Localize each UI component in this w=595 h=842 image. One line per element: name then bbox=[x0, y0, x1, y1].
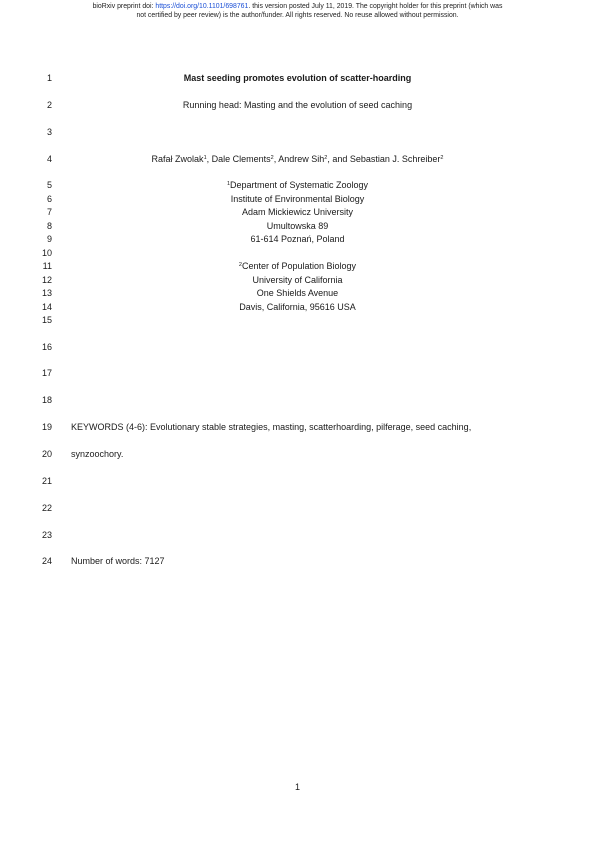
line-number: 24 bbox=[41, 556, 52, 566]
line-number: 12 bbox=[41, 275, 52, 285]
affiliation-marker: 2 bbox=[238, 262, 242, 268]
line-number: 21 bbox=[41, 476, 52, 486]
running-head: Running head: Masting and the evolution of seed caching bbox=[182, 100, 413, 110]
line-number: 1 bbox=[46, 73, 52, 83]
affiliation-marker: 1 bbox=[203, 155, 207, 161]
affiliation-2-line: One Shields Avenue bbox=[256, 288, 339, 298]
affiliation-marker: 2 bbox=[440, 155, 444, 161]
line-number: 14 bbox=[41, 302, 52, 312]
affiliation-1-line bbox=[0, 180, 595, 191]
line-number: 8 bbox=[46, 221, 52, 231]
affiliation-2-line bbox=[0, 261, 595, 272]
line-number: 11 bbox=[42, 261, 52, 271]
author-name: , Dale Clements bbox=[206, 154, 271, 164]
line-number: 23 bbox=[41, 530, 52, 540]
line-number: 17 bbox=[41, 368, 52, 378]
paper-title: Mast seeding promotes evolution of scatter-hoarding bbox=[183, 73, 412, 83]
notice-prefix: bioRxiv preprint doi: bbox=[92, 3, 156, 10]
preprint-notice-line-1 bbox=[0, 3, 595, 12]
doi-link[interactable]: https://doi.org/10.1101/698761 bbox=[155, 3, 249, 10]
preprint-notice-line-2: not certified by peer review) is the author/funder. All rights reserved. No reuse allowed without permission. bbox=[136, 11, 459, 19]
keywords-line: KEYWORDS (4-6): Evolutionary stable strategies, masting, scatterhoarding, pilferage, seed caching, bbox=[71, 422, 472, 432]
line-number: 4 bbox=[46, 154, 52, 164]
line-number: 16 bbox=[41, 342, 52, 352]
author-name: , and Sebastian J. Schreiber bbox=[327, 154, 441, 164]
affiliation-marker: 1 bbox=[226, 181, 230, 187]
affiliation-1-line: 61-614 Poznań, Poland bbox=[250, 234, 345, 244]
line-number: 20 bbox=[41, 449, 52, 459]
affiliation-1-line: Institute of Environmental Biology bbox=[230, 194, 365, 204]
author-name: , Andrew Sih bbox=[273, 154, 325, 164]
line-number: 7 bbox=[46, 207, 52, 217]
affiliation-1-line: Umultowska 89 bbox=[266, 221, 329, 231]
affiliation-marker: 2 bbox=[270, 155, 274, 161]
line-number: 15 bbox=[41, 315, 52, 325]
line-number: 19 bbox=[41, 422, 52, 432]
line-number: 5 bbox=[46, 180, 52, 190]
page-number: 1 bbox=[294, 782, 300, 792]
line-number: 22 bbox=[41, 503, 52, 513]
line-number: 18 bbox=[41, 395, 52, 405]
word-count: Number of words: 7127 bbox=[71, 556, 165, 566]
preprint-notice bbox=[0, 3, 595, 20]
affiliation-2-line: University of California bbox=[252, 275, 343, 285]
affiliation-marker: 2 bbox=[324, 155, 328, 161]
line-number: 6 bbox=[46, 194, 52, 204]
affiliation-1-line: Adam Mickiewicz University bbox=[241, 207, 354, 217]
line-number: 2 bbox=[46, 100, 52, 110]
line-number: 10 bbox=[41, 248, 52, 258]
notice-suffix: . this version posted July 11, 2019. The copyright holder for this preprint (which was bbox=[248, 3, 503, 10]
line-number: 13 bbox=[41, 288, 52, 298]
line-number: 9 bbox=[46, 234, 52, 244]
center-name: Center of Population Biology bbox=[241, 261, 357, 271]
author-name: Rafał Zwolak bbox=[151, 154, 204, 164]
keywords-line: synzoochory. bbox=[71, 449, 124, 459]
department-name: Department of Systematic Zoology bbox=[230, 180, 369, 190]
line-number: 3 bbox=[46, 127, 52, 137]
affiliation-2-line: Davis, California, 95616 USA bbox=[239, 302, 356, 312]
author-list bbox=[0, 154, 595, 165]
